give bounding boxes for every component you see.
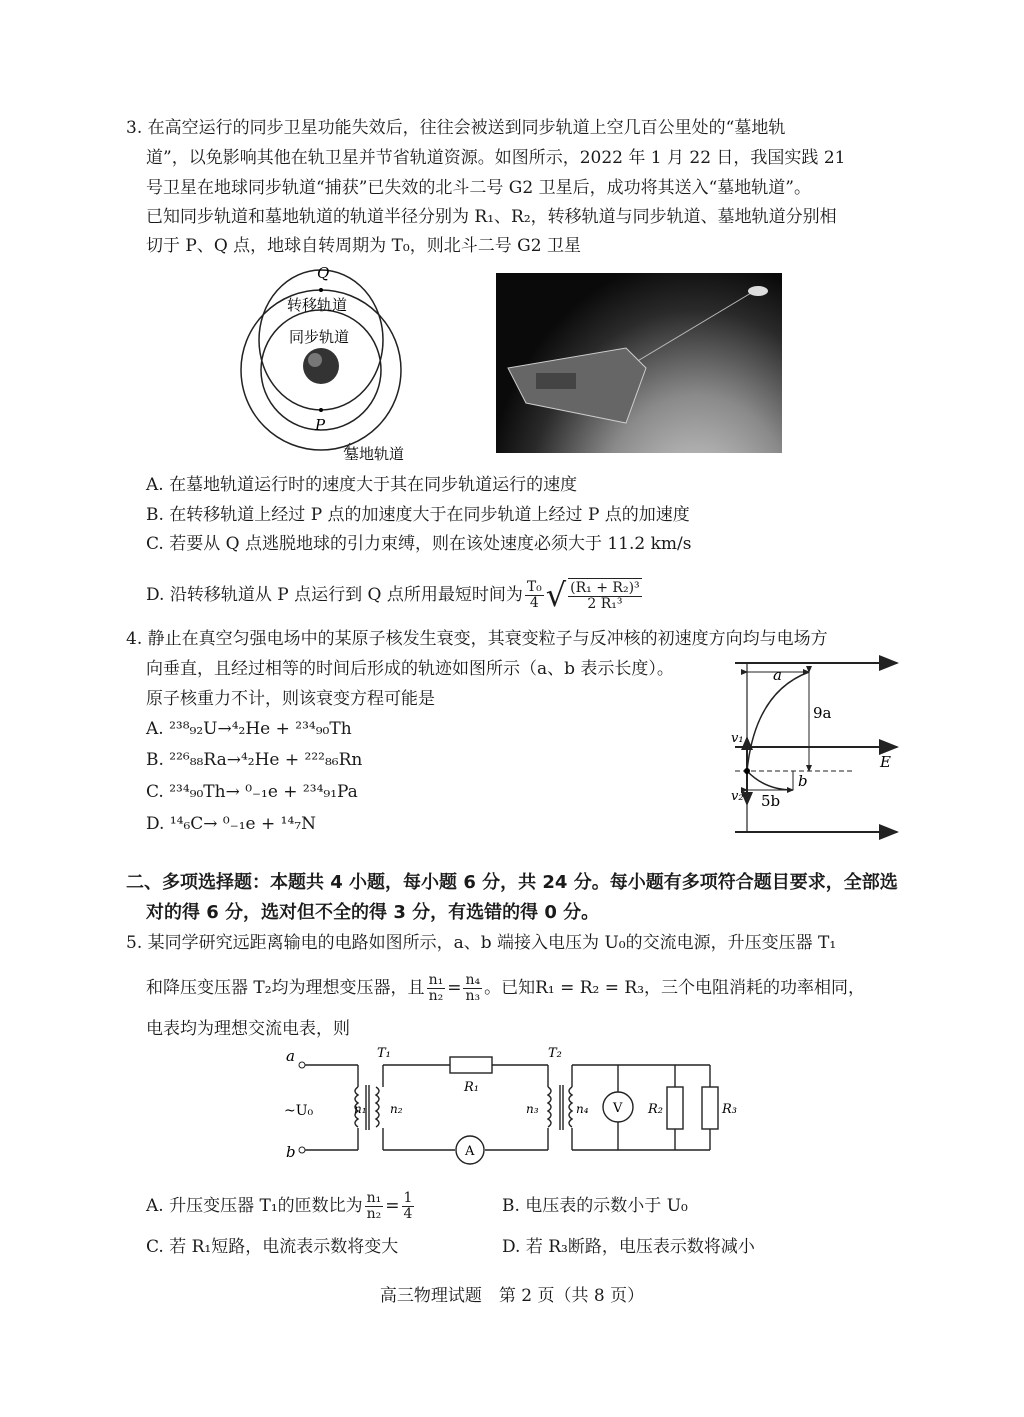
label-n1: n₁ xyxy=(354,1102,367,1116)
fraction-one-quarter: $\frac{1}{4}$ xyxy=(403,1189,413,1222)
q3-line-2: 道”，以免影响其他在轨卫星并节省轨道资源。如图所示，2022 年 1 月 22 日，我国实践 21 xyxy=(146,148,846,168)
q3-option-a: A. 在墓地轨道运行时的速度大于其在同步轨道运行的速度 xyxy=(146,475,578,495)
label-u0: ~U₀ xyxy=(284,1103,314,1119)
q5-line-3: 电表均为理想交流电表，则 xyxy=(146,1019,350,1039)
section-2-title: 二、多项选择题：本题共 4 小题，每小题 6 分，共 24 分。每小题有多项符合题目要求，全部选 xyxy=(126,872,898,893)
page-footer: 高三物理试题 第 2 页（共 8 页） xyxy=(379,1286,645,1306)
q3-line-1: 3. 在高空运行的同步卫星功能失效后，往往会被送到同步轨道上空几百公里处的“墓地轨 xyxy=(126,118,786,138)
satellite-photo xyxy=(496,273,782,453)
recoil-trajectory xyxy=(747,771,793,790)
q4-option-d: D. ¹⁴₆C→ ⁰₋₁e + ¹⁴₇N xyxy=(146,814,316,834)
q3-option-d xyxy=(146,570,644,620)
q3-line-5: 切于 P、Q 点，地球自转周期为 T₀，则北斗二号 G2 卫星 xyxy=(146,236,581,256)
label-n4: n₄ xyxy=(576,1102,589,1116)
label-r3: R₃ xyxy=(722,1102,737,1117)
fraction-n1-n2: $\frac{\text{n₁}}{\text{n₂}}$ xyxy=(428,971,444,1004)
terminal-a xyxy=(299,1062,305,1068)
label-9a: 9a xyxy=(813,704,832,722)
field-diagram xyxy=(725,652,905,842)
label-n3: n₃ xyxy=(526,1102,539,1116)
fraction-radius: $\frac{\text{(R₁ + R₂)³}}{\text{2 R₁³}}$ xyxy=(570,580,640,612)
q5-option-a: A. 升压变压器 T₁的匝数比为 $\frac{\text{n₁}}{\text{n₂}}$ = $\frac{1}{4}$ xyxy=(146,1189,413,1222)
sqrt-icon: √ xyxy=(545,576,567,614)
alpha-trajectory xyxy=(747,672,809,771)
label-a: a xyxy=(773,666,782,684)
q4-option-b: B. ²²⁶₈₈Ra→⁴₂He + ²²²₈₆Rn xyxy=(146,750,363,770)
capture-satellite-icon xyxy=(748,286,768,296)
label-b: b xyxy=(798,772,808,790)
label-terminal-b: b xyxy=(286,1143,296,1161)
fraction-t0-4: $\frac{\text{T₀}}{4}$ xyxy=(526,578,542,611)
section-2-note: 对的得 6 分，选对但不全的得 3 分，有选错的得 0 分。 xyxy=(146,902,600,923)
voltmeter-icon: V xyxy=(613,1101,623,1116)
label-v2: v₂ xyxy=(731,789,744,804)
q4-line-3: 原子核重力不计，则该衰变方程可能是 xyxy=(146,689,435,709)
q4-line-1: 4. 静止在真空匀强电场中的某原子核发生衰变，其衰变粒子与反冲核的初速度方向均与电场方 xyxy=(126,629,828,649)
q5-option-d: D. 若 R₃断路，电压表示数将减小 xyxy=(502,1237,755,1257)
label-grave-orbit: 墓地轨道 xyxy=(344,445,405,463)
label-t1: T₁ xyxy=(377,1046,391,1061)
terminal-b xyxy=(299,1147,305,1153)
q4-option-c: C. ²³⁴₉₀Th→ ⁰₋₁e + ²³⁴₉₁Pa xyxy=(146,782,358,802)
net-icon xyxy=(508,348,646,423)
q3-option-b: B. 在转移轨道上经过 P 点的加速度大于在同步轨道上经过 P 点的加速度 xyxy=(146,505,690,525)
q4-option-a: A. ²³⁸₉₂U→⁴₂He + ²³⁴₉₀Th xyxy=(146,719,352,739)
earth-icon xyxy=(303,348,339,384)
label-v1: v₁ xyxy=(731,731,744,746)
label-terminal-a: a xyxy=(286,1047,295,1065)
label-e: E xyxy=(880,753,891,771)
q5-option-c: C. 若 R₁短路，电流表示数将变大 xyxy=(146,1237,399,1257)
label-r1: R₁ xyxy=(464,1080,479,1095)
label-r2: R₂ xyxy=(648,1102,663,1117)
q3-option-c: C. 若要从 Q 点逃脱地球的引力束缚，则在该处速度必须大于 11.2 km/s xyxy=(146,534,692,554)
label-q: Q xyxy=(317,264,330,282)
label-n2: n₂ xyxy=(390,1102,403,1116)
fraction-n4-n3: $\frac{\text{n₄}}{\text{n₃}}$ xyxy=(465,971,481,1004)
q5-line-1: 5. 某同学研究远距离输电的电路如图所示，a、b 端接入电压为 U₀的交流电源，升压变压器 T₁ xyxy=(126,933,837,953)
label-5b: 5b xyxy=(761,792,781,810)
label-t2: T₂ xyxy=(548,1046,562,1061)
label-p: P xyxy=(315,416,326,434)
q4-line-2: 向垂直，且经过相等的时间后形成的轨迹如图所示（a、b 表示长度）。 xyxy=(146,659,674,679)
label-sync-orbit: 同步轨道 xyxy=(289,328,350,346)
circuit-diagram xyxy=(280,1045,750,1170)
q3-option-d-text: D. 沿转移轨道从 P 点运行到 Q 点所用最短时间为 xyxy=(146,585,523,605)
q3-line-3: 号卫星在地球同步轨道“捕获”已失效的北斗二号 G2 卫星后，成功将其送入“墓地轨道”。 xyxy=(146,178,811,198)
label-transfer-orbit: 转移轨道 xyxy=(287,296,348,314)
q5-line-2: 和降压变压器 T₂均为理想变压器，且 $\frac{\text{n₁}}{\text{n₂}}$ = $\frac{\text{n₄}}{\text{n₃}}$ 。已知R₁ = R₂ = R₃，三个电阻消耗的功率相同， xyxy=(146,971,866,1004)
q5-option-b: B. 电压表的示数小于 U₀ xyxy=(502,1196,688,1216)
q3-line-4: 已知同步轨道和墓地轨道的轨道半径分别为 R₁、R₂，转移轨道与同步轨道、墓地轨道分别相 xyxy=(146,207,837,227)
ammeter-icon: A xyxy=(465,1144,475,1159)
orbit-diagram xyxy=(240,262,420,467)
